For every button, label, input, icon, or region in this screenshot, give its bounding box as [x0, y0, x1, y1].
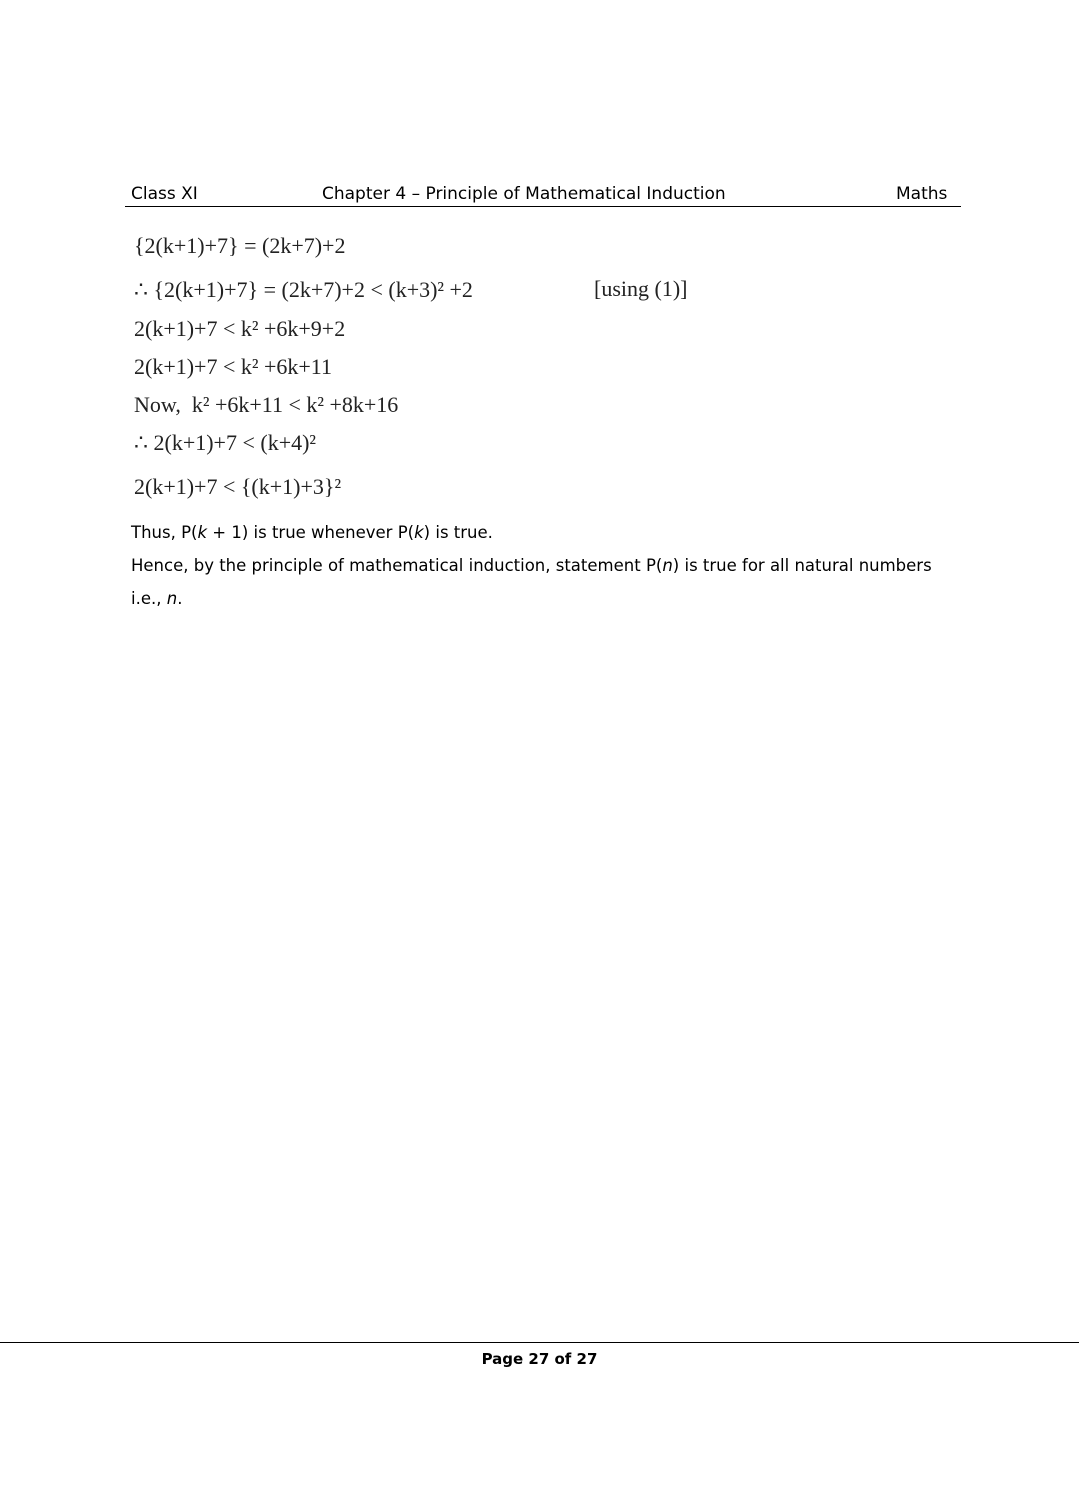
page-number: Page 27 of 27: [481, 1350, 598, 1368]
equation-line: 2(k+1)+7 < k² +6k+11: [134, 354, 332, 379]
text: Hence, by the principle of mathematical induction, statement P(: [131, 556, 663, 575]
text-italic: n: [166, 589, 178, 608]
text-italic: k: [414, 523, 424, 542]
equation-line: {2(k+1)+7} = (2k+7)+2: [134, 233, 346, 258]
equation-line: ∴ 2(k+1)+7 < (k+4)²: [134, 430, 317, 455]
text-italic: n: [662, 556, 673, 575]
equation-line: ∴ {2(k+1)+7} = (2k+7)+2 < (k+3)² +2: [134, 277, 473, 302]
header-class: Class XI: [131, 184, 198, 204]
text-italic: k: [197, 523, 208, 542]
text: .: [177, 589, 183, 608]
header-rule: [125, 206, 961, 207]
equation-line: 2(k+1)+7 < k² +6k+9+2: [134, 316, 346, 341]
text: ) is true.: [423, 523, 493, 542]
equation-line: Now, k² +6k+11 < k² +8k+16: [134, 392, 399, 417]
conclusion-paragraph-1: [131, 516, 951, 549]
footer-rule: [0, 1342, 1079, 1343]
equation-line: 2(k+1)+7 < {(k+1)+3}²: [134, 474, 342, 499]
conclusion-paragraph-2: [131, 549, 951, 615]
text: Thus, P(: [131, 523, 198, 542]
using-note: [using (1)]: [594, 276, 688, 301]
text: ) is true for all natural numbers i.e.,: [131, 556, 932, 608]
text: + 1) is true whenever P(: [207, 523, 415, 542]
header-chapter: Chapter 4 – Principle of Mathematical Induction: [322, 184, 726, 204]
header-subject: Maths: [896, 184, 948, 204]
